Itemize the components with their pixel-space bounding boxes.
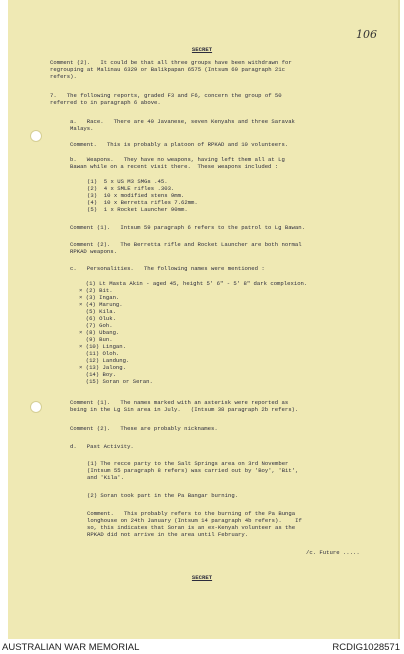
text-line: 7. The following reports, graded F3 and F6, concern the group of 50	[50, 92, 282, 99]
punch-hole-top	[30, 130, 42, 142]
text-line: Comment (2). These are probably nicknames.	[70, 425, 218, 432]
list-item: × (13) Jalong.	[79, 364, 126, 371]
text-line: (1) The recce party to the Salt Springs area on 3rd November	[87, 460, 289, 467]
text-line: Comment. This is probably a platoon of RPKAD and 10 volunteers.	[70, 141, 289, 148]
text-line: Bawan while on a recent visit there. These weapons included :	[70, 163, 279, 170]
text-line: RPKAD did not arrive in the area until February.	[87, 531, 249, 538]
text-line: (Intsum 55 paragraph 8 refers) was carried out by 'Boy', 'Bit',	[87, 467, 299, 474]
continuation-note: /c. Future .....	[306, 549, 360, 556]
list-item: (1) Lt Masta Akin - aged 45, height 5' 6" - 5' 8" dark complexion.	[79, 280, 308, 287]
text-line: regrouping at Malinau 6329 or Balikpapan 6575 (Intsum 60 paragraph 21c	[50, 66, 285, 73]
folio-number: 106	[356, 28, 377, 41]
text-line: so, this indicates that Soran is an ex-Kenyah volunteer as the	[87, 524, 296, 531]
punch-hole-bottom	[30, 401, 42, 413]
text-line: referred to in paragraph 6 above.	[50, 99, 161, 106]
list-item: (7) Goh.	[79, 322, 113, 329]
text-line: Comment (1). Intsum 59 paragraph 6 refers to the patrol to Lg Bawan.	[70, 224, 305, 231]
text-line: (2) Soran took part in the Pa Bangar burning.	[87, 492, 239, 499]
footer-record-id: RCDIG1028571	[332, 642, 400, 653]
text-line: c. Personalities. The following names were mentioned :	[70, 265, 265, 272]
list-item: (5) Kila.	[79, 308, 116, 315]
list-item: (12) Landung.	[79, 357, 130, 364]
text-line: longhouse on 24th January (Intsum 14 paragraph 4b refers). If	[87, 517, 302, 524]
text-line: being in the Lg Sin area in July. (Intsum 38 paragraph 2b refers).	[70, 406, 299, 413]
list-item: × (4) Marung.	[79, 301, 123, 308]
text-line: Malays.	[70, 125, 94, 132]
security-marking-top: SECRET	[191, 46, 213, 53]
list-item: × (8) Ubang.	[79, 329, 120, 336]
list-item: × (10) Lingan.	[79, 343, 126, 350]
archive-footer	[0, 639, 404, 654]
text-line: Comment (1). The names marked with an asterisk were reported as	[70, 399, 289, 406]
list-item: (9) Bun.	[79, 336, 113, 343]
text-line: Comment (2). The Berretta rifle and Rocket Launcher are both normal	[70, 241, 302, 248]
list-item: (4) 10 x Berretta rifles 7.62mm.	[87, 199, 198, 206]
text-line: d. Past Activity.	[70, 443, 134, 450]
text-line: refers).	[50, 73, 77, 80]
list-item: (15) Soran or Seran.	[79, 378, 153, 385]
text-line: RPKAD weapons.	[70, 248, 117, 255]
security-marking-bottom: SECRET	[191, 574, 213, 581]
list-item: (11) Oloh.	[79, 350, 120, 357]
text-line: a. Race. There are 40 Javanese, seven Kenyahs and three Saravak	[70, 118, 295, 125]
list-item: × (3) Ingan.	[79, 294, 120, 301]
text-line: Comment (2). It could be that all three groups have been withdrawn for	[50, 59, 292, 66]
footer-institution: AUSTRALIAN WAR MEMORIAL	[2, 642, 140, 653]
list-item: (6) Oluk.	[79, 315, 116, 322]
list-item: (14) Boy.	[79, 371, 116, 378]
list-item: (3) 10 x modified stens 9mm.	[87, 192, 185, 199]
list-item: (5) 1 x Rocket Launcher 90mm.	[87, 206, 188, 213]
list-item: × (2) Bit.	[79, 287, 113, 294]
list-item: (1) 5 x US M3 SMGs .45.	[87, 178, 168, 185]
list-item: (2) 4 x SMLE rifles .303.	[87, 185, 175, 192]
text-line: b. Weapons. They have no weapons, having left them all at Lg	[70, 156, 285, 163]
text-line: Comment. This probably refers to the burning of the Pa Bunga	[87, 510, 296, 517]
text-line: and 'Kila'.	[87, 474, 124, 481]
